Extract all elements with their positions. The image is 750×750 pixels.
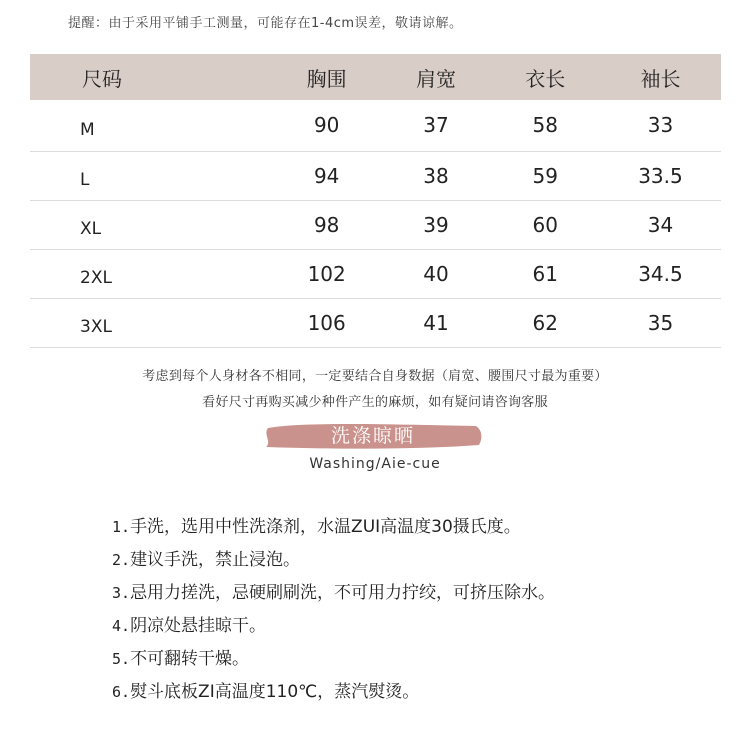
table-row <box>30 249 721 298</box>
cell-size: M <box>30 100 272 151</box>
measurement-notice: 提醒：由于采用平铺手工测量，可能存在1-4cm误差，敬请谅解。 <box>68 16 463 31</box>
list-item <box>112 545 555 578</box>
cell-sleeve: 35 <box>600 298 721 347</box>
cell-sleeve: 34 <box>600 200 721 249</box>
fit-note-2: 看好尺寸再购买减少种件产生的麻烦，如有疑问请咨询客服 <box>202 395 548 410</box>
item-number: 5. <box>112 650 131 668</box>
cell-sleeve: 33.5 <box>600 151 721 200</box>
cell-size: XL <box>30 200 272 249</box>
cell-length: 61 <box>491 249 600 298</box>
item-text: 阴凉处悬挂晾干。 <box>130 616 267 636</box>
item-number: 1. <box>112 518 131 536</box>
cell-length: 62 <box>491 298 600 347</box>
list-item <box>112 578 555 611</box>
item-text: 手洗，选用中性洗涤剂，水温ZUI高温度30摄氏度。 <box>130 517 521 537</box>
table-row <box>30 151 721 200</box>
cell-shoulder: 39 <box>381 200 490 249</box>
list-item <box>112 611 555 644</box>
cell-sleeve: 34.5 <box>600 249 721 298</box>
item-text: 忌用力搓洗，忌硬刷刷洗，不可用力拧绞，可挤压除水。 <box>130 583 556 603</box>
table-row <box>30 298 721 347</box>
item-text: 建议手洗，禁止浸泡。 <box>130 550 301 570</box>
care-instructions <box>112 512 555 710</box>
cell-length: 60 <box>491 200 600 249</box>
cell-shoulder: 40 <box>381 249 490 298</box>
cell-chest: 98 <box>272 200 381 249</box>
header-shoulder: 肩宽 <box>415 66 456 91</box>
size-table-header <box>30 54 721 100</box>
item-text: 不可翻转干燥。 <box>130 649 250 669</box>
list-item <box>112 644 555 677</box>
header-sleeve: 袖长 <box>640 66 681 91</box>
cell-shoulder: 37 <box>381 100 490 151</box>
cell-length: 59 <box>491 151 600 200</box>
item-text: 熨斗底板ZI高温度110℃，蒸汽熨烫。 <box>130 682 420 702</box>
header-size: 尺码 <box>82 66 122 91</box>
item-number: 6. <box>112 683 131 701</box>
list-item <box>112 512 555 545</box>
cell-chest: 90 <box>272 100 381 151</box>
cell-size: L <box>30 151 272 200</box>
cell-chest: 94 <box>272 151 381 200</box>
cell-size: 3XL <box>30 298 272 347</box>
cell-shoulder: 41 <box>381 298 490 347</box>
banner-subtitle: Washing/Aie-cue <box>309 456 441 472</box>
cell-length: 58 <box>491 100 600 151</box>
cell-chest: 106 <box>272 298 381 347</box>
list-item <box>112 677 555 710</box>
cell-sleeve: 33 <box>600 100 721 151</box>
fit-note-1: 考虑到每个人身材各不相同，一定要结合自身数据（肩宽、腰围尺寸最为重要） <box>142 369 608 384</box>
table-row <box>30 200 721 249</box>
item-number: 4. <box>112 617 131 635</box>
header-chest: 胸围 <box>306 66 347 91</box>
table-row <box>30 100 721 151</box>
banner-title: 洗涤晾晒 <box>330 425 415 447</box>
washing-banner <box>262 420 484 452</box>
header-length: 衣长 <box>525 66 566 91</box>
size-table <box>30 54 721 348</box>
item-number: 2. <box>112 551 131 569</box>
cell-size: 2XL <box>30 249 272 298</box>
item-number: 3. <box>112 584 131 602</box>
cell-shoulder: 38 <box>381 151 490 200</box>
cell-chest: 102 <box>272 249 381 298</box>
